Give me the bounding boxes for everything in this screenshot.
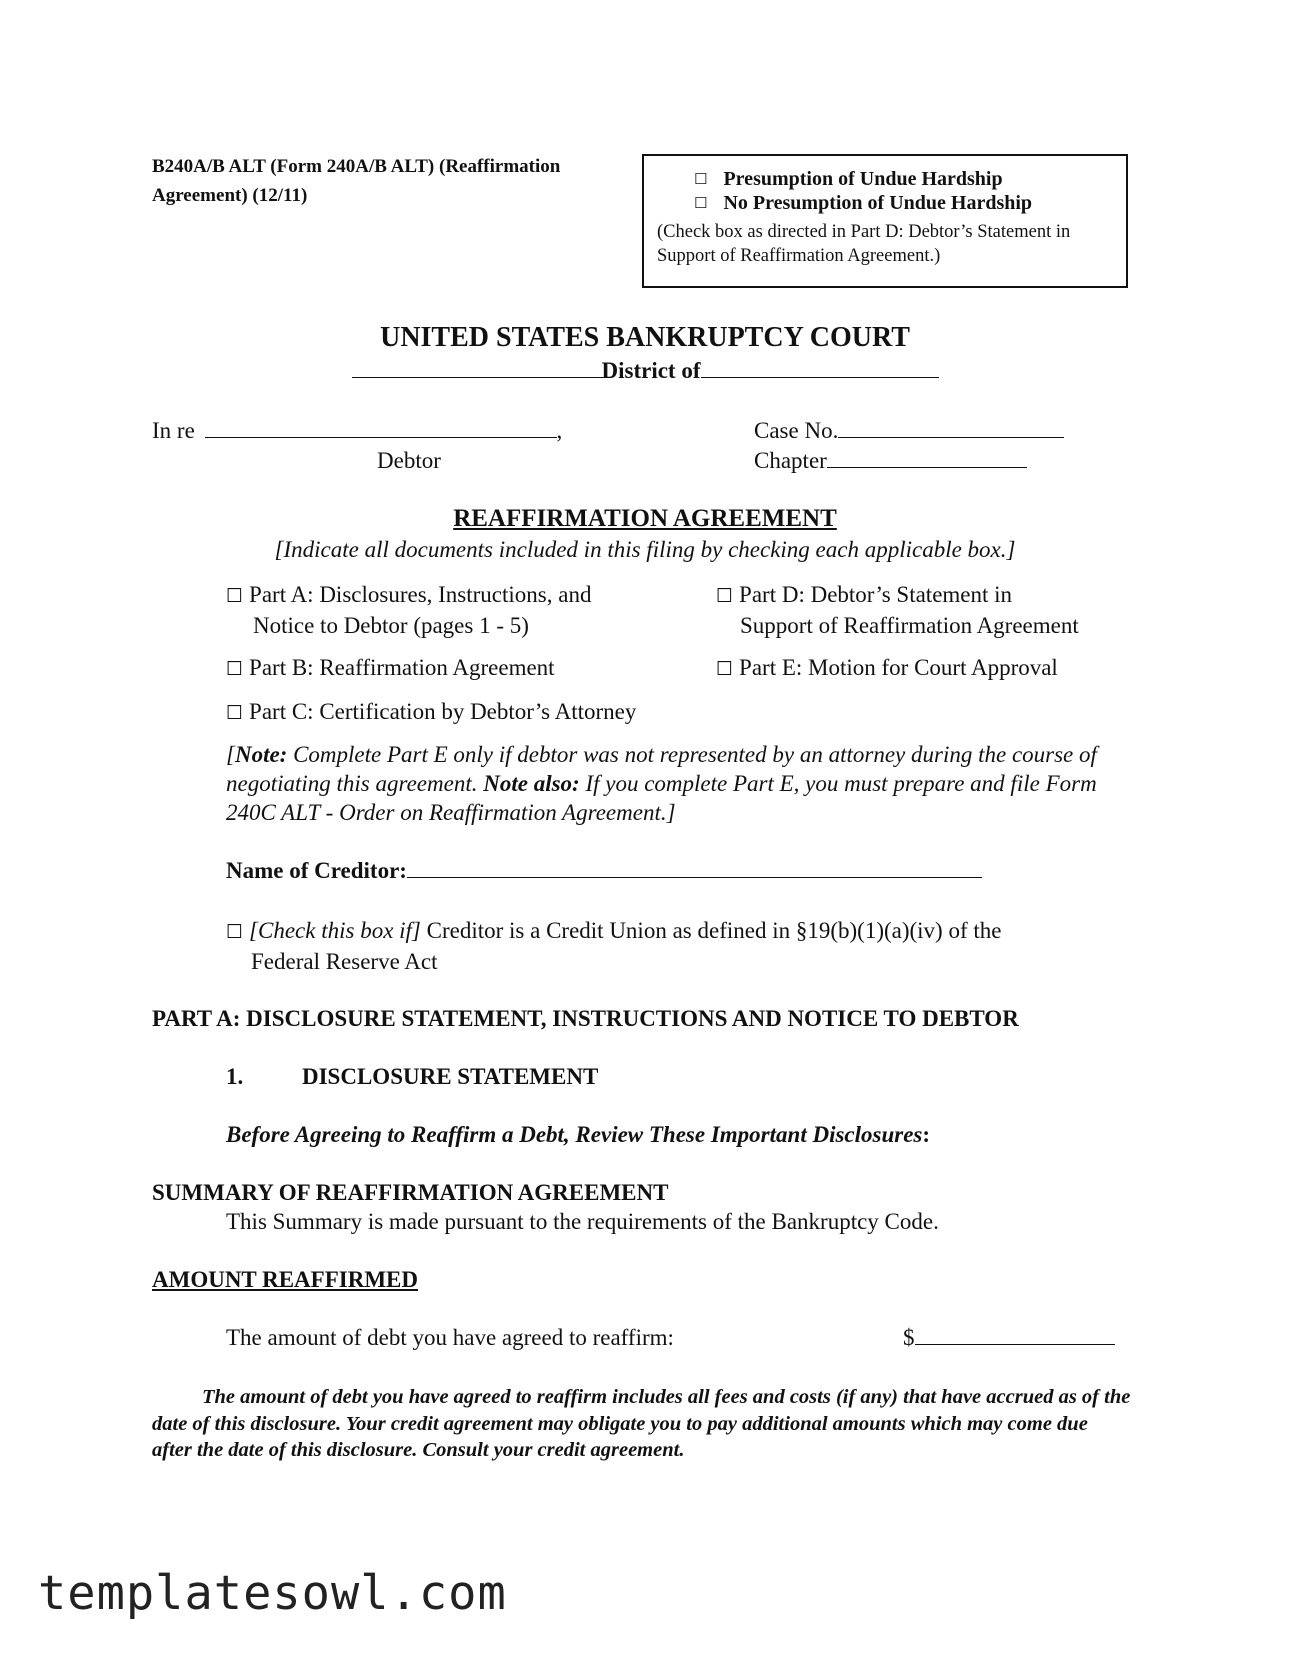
case-no-label: Case No. [754,418,839,443]
currency-symbol: $ [903,1325,915,1350]
district-blank-1[interactable] [352,376,602,378]
credit-union-text: Creditor is a Credit Union as defined in §19(b)(1)(a)(iv) of the [420,918,1002,943]
credit-union-hint: [Check this box if] [249,918,421,943]
part-e-item[interactable] [716,653,1058,684]
checkbox-icon[interactable]: ☐ [226,921,244,943]
disclosure-title: DISCLOSURE STATEMENT [302,1064,599,1089]
note-also-text: If you complete Part E, you must prepare and file Form 240C ALT - Order on Reaffirmation Agreement.] [226,771,1097,825]
court-title: UNITED STATES BANKRUPTCY COURT [380,322,910,353]
before-agreeing-colon: : [922,1122,931,1147]
note-text: Complete Part E only if debtor was not represented by an attorney during the course of negotiating this agreement. [226,742,1097,796]
in-re-comma: , [556,418,563,443]
part-b-item[interactable] [226,653,555,684]
chapter-field[interactable] [827,466,1027,468]
in-re-line [152,418,562,444]
part-a-title: PART A: DISCLOSURE STATEMENT, INSTRUCTIONS AND NOTICE TO DEBTOR [152,1006,1019,1031]
credit-union-item[interactable] [226,916,1126,976]
note-also-label: Note also: [483,771,580,796]
hardship-note: (Check box as directed in Part D: Debtor’s Statement in Support of Reaffirmation Agreement.) [657,222,1071,266]
before-agreeing-heading [226,1122,930,1148]
part-a-label-2: Notice to Debtor (pages 1 - 5) [253,613,529,638]
creditor-line [226,858,982,884]
debtor-label: Debtor [377,448,441,473]
part-d-label-2: Support of Reaffirmation Agreement [740,613,1079,638]
amount-field[interactable] [915,1343,1115,1345]
summary-text: This Summary is made pursuant to the requirements of the Bankruptcy Code. [226,1209,939,1234]
part-c-label: Part C: Certification by Debtor’s Attorney [249,699,637,724]
summary-title: SUMMARY OF REAFFIRMATION AGREEMENT [152,1180,669,1205]
district-label: District of [601,358,701,383]
no-presumption-option[interactable] [694,192,1032,215]
case-no-field[interactable] [838,436,1064,438]
part-a-item[interactable] [226,580,591,640]
section-title: REAFFIRMATION AGREEMENT [453,505,837,532]
amount-label: The amount of debt you have agreed to reaffirm: [226,1325,674,1350]
section-instruction: [Indicate all documents included in this filing by checking each applicable box.] [274,537,1016,562]
case-no-line [754,418,1064,444]
hardship-box [642,154,1128,288]
checkbox-icon[interactable]: ☐ [226,658,244,680]
checkbox-icon[interactable]: ☐ [716,658,734,680]
part-b-label: Part B: Reaffirmation Agreement [249,655,555,680]
no-presumption-label: No Presumption of Undue Hardship [723,192,1033,214]
checkbox-icon[interactable]: ☐ [716,585,734,607]
watermark: templatesowl.com [38,1566,507,1621]
chapter-line [754,448,1027,474]
presumption-option[interactable] [694,168,1003,191]
part-d-label: Part D: Debtor’s Statement in [739,582,1013,607]
amount-reaffirmed-title: AMOUNT REAFFIRMED [152,1267,418,1292]
part-a-label: Part A: Disclosures, Instructions, and [249,582,592,607]
checkbox-icon[interactable]: ☐ [694,194,708,212]
creditor-label: Name of Creditor: [226,858,407,883]
part-e-label: Part E: Motion for Court Approval [739,655,1058,680]
before-agreeing-text: Before Agreeing to Reaffirm a Debt, Review These Important Disclosures [226,1122,923,1147]
checkbox-icon[interactable]: ☐ [226,585,244,607]
part-c-item[interactable] [226,697,636,728]
note-block [226,740,1126,827]
in-re-label: In re [152,418,195,443]
amount-line [903,1325,1115,1351]
district-blank-2[interactable] [701,376,939,378]
note-bracket: [ [226,742,235,767]
note-label: Note: [234,742,288,767]
checkbox-icon[interactable]: ☐ [226,702,244,724]
district-line [0,358,1290,384]
chapter-label: Chapter [754,448,827,473]
checkbox-icon[interactable]: ☐ [694,170,708,188]
amount-note: The amount of debt you have agreed to reaffirm includes all fees and costs (if any) that have accrued as of the date of this disclosure. Your credit agreement may obligate you to pay additional amounts which may come due after the date of this disclosure. Consult your credit agreement. [152,1386,1131,1461]
debtor-name-field[interactable] [205,436,557,438]
presumption-label: Presumption of Undue Hardship [723,168,1003,190]
credit-union-text-2: Federal Reserve Act [251,949,438,974]
creditor-name-field[interactable] [407,876,982,878]
part-d-item[interactable] [716,580,1079,640]
form-identifier: B240A/B ALT (Form 240A/B ALT) (Reaffirmation Agreement) (12/11) [152,156,561,206]
disclosure-number: 1. [226,1064,244,1089]
